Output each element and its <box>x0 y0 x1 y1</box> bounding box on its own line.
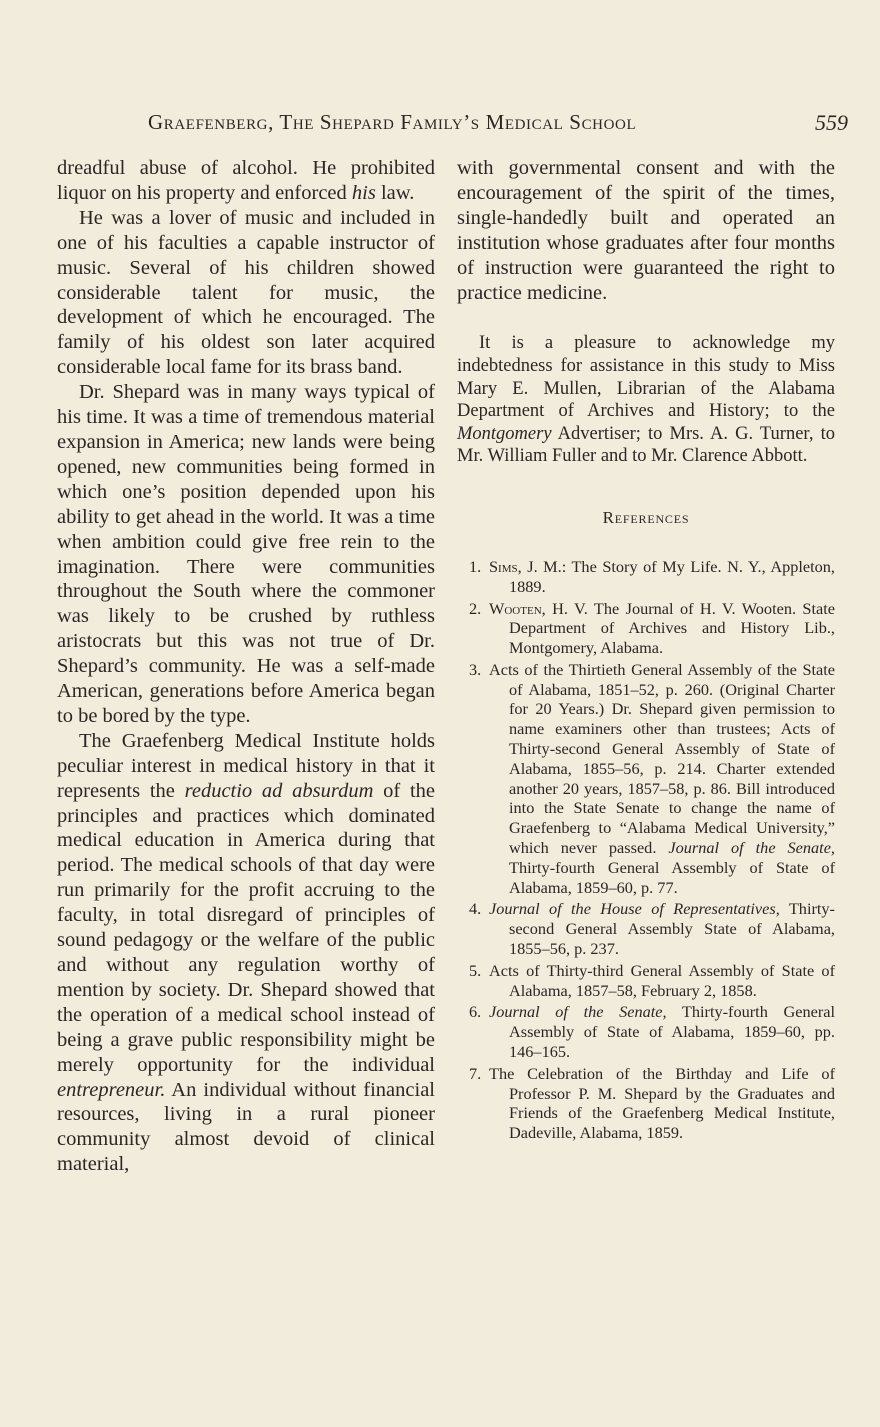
references-heading: References <box>602 508 690 527</box>
running-title: Graefenberg, The Shepard Family’s Medical School <box>148 110 637 134</box>
reference-item: 4. Journal of the House of Representatives, Thirty-second General Assembly State of Alabama, 1855–56, p. 237. <box>469 899 835 959</box>
paragraph: with governmental consent and with the encouragement of the spirit of the times, single-handedly built and operated an institution whose graduates after four months of instruction were guaranteed the right to practice medicine. <box>457 157 835 304</box>
references-list <box>457 557 835 1143</box>
acknowledgment: It is a pleasure to acknowledge my indebtedness for assistance in this study to Miss Mary E. Mullen, Librarian of the Alabama Department of Archives and History; to the Montgomery Advertiser; to Mrs. A. G. Turner, to Mr. William Fuller and to Mr. Clarence Abbott. <box>457 333 835 467</box>
page-number: 559 <box>815 110 848 135</box>
paragraph: Dr. Shepard was in many ways typical of his time. It was a time of tremendous material expansion in America; new lands were being opened, new communities being formed in which one’s position depended upon his ability to get ahead in the world. It was a time when ambition could give free rein to the imagination. There were communities throughout the South where the commoner was likely to be crushed by ruthless aristocrats but this was not true of Dr. Shepard’s community. He was a self-made American, generations before America began to be bored by the type. <box>57 381 435 727</box>
reference-item: 3. Acts of the Thirtieth General Assembly of the State of Alabama, 1851–52, p. 260. (Original Charter for 20 Years.) Dr. Shepard given permission to name examiners other than trustees; Acts of Thirty-second General Assembly of State of Alabama, 1855–56, p. 214. Charter extended another 20 years, 1857–58, p. 86. Bill introduced into the State Senate to change the name of Graefenberg to “Alabama Medical University,” which never passed. Journal of the Senate, Thirty-fourth General Assembly of State of Alabama, 1859–60, p. 77. <box>469 659 835 897</box>
paragraph: dreadful abuse of alcohol. He prohibited liquor on his property and enforced his law. <box>57 157 435 204</box>
running-header <box>148 110 848 140</box>
reference-item: 5. Acts of Thirty-third General Assembly of State of Alabama, 1857–58, February 2, 1858. <box>469 960 835 1000</box>
reference-item: 7. The Celebration of the Birthday and Life of Professor P. M. Shepard by the Graduates and Friends of the Graefenberg Medical Institute, Dadeville, Alabama, 1859. <box>469 1063 835 1143</box>
paragraph: The Graefenberg Medical Institute holds peculiar interest in medical history in that it represents the reductio ad absurdum of the principles and practices which dominated medical education in America during that period. The medical schools of that day were run primarily for the profit accruing to the faculty, in total disregard of principles of sound pedagogy or the welfare of the public and without any regulation worthy of mention by society. Dr. Shepard showed that the operation of a medical school instead of being a grave public responsibility might be merely opportunity for the individual entrepreneur. An individual without financial resources, living in a rural pioneer community almost devoid of clinical material, <box>57 729 435 1176</box>
left-column <box>57 156 435 1177</box>
right-column <box>457 156 835 1145</box>
reference-item: 1. Sims, J. M.: The Story of My Life. N. Y., Appleton, 1889. <box>469 556 835 596</box>
reference-item: 2. Wooten, H. V. The Journal of H. V. Wooten. State Department of Archives and History Lib., Montgomery, Alabama. <box>469 598 835 658</box>
paragraph: He was a lover of music and included in one of his faculties a capable instructor of music. Several of his children showed considerable talent for music, the development of which he encouraged. The family of his oldest son later acquired considerable local fame for its brass band. <box>57 206 435 379</box>
reference-item: 6. Journal of the Senate, Thirty-fourth General Assembly of State of Alabama, 1859–60, pp. 146–165. <box>469 1002 836 1062</box>
